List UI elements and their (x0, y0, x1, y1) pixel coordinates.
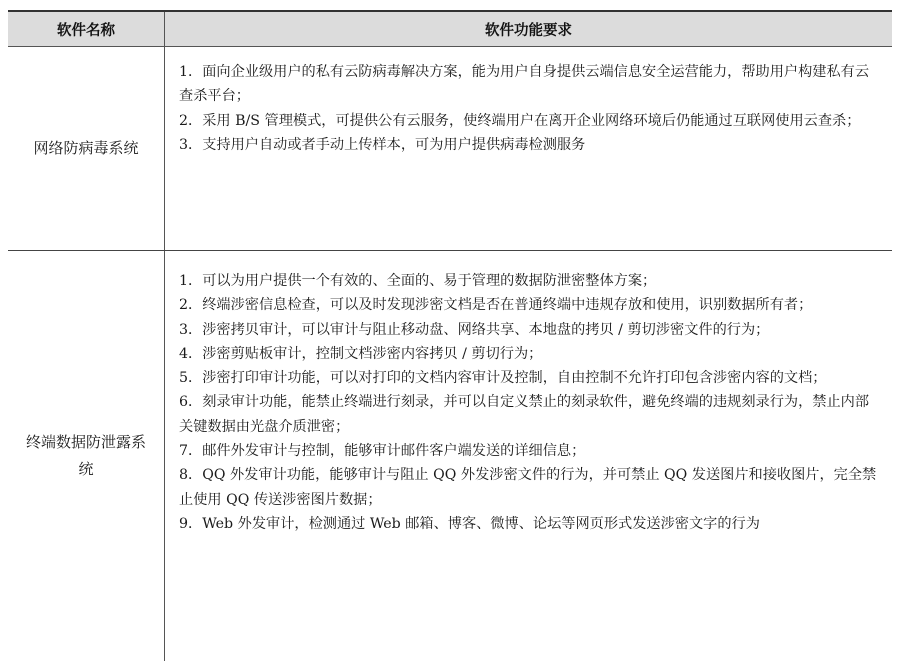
table-row (8, 47, 892, 251)
requirement-item: 3．支持用户自动或者手动上传样本，可为用户提供病毒检测服务 (179, 136, 586, 153)
software-name-cell: 终端数据防泄露系统 (8, 251, 165, 661)
requirements-cell (165, 47, 892, 250)
requirement-item: 3．涉密拷贝审计，可以审计与阻止移动盘、网络共享、本地盘的拷贝 / 剪切涉密文件的行为； (179, 321, 770, 338)
requirement-item: 7．邮件外发审计与控制，能够审计邮件客户端发送的详细信息； (179, 443, 586, 460)
software-name-cell: 网络防病毒系统 (8, 47, 165, 250)
requirement-item: 6．刻录审计功能，能禁止终端进行刻录，并可以自定义禁止的刻录软件，避免终端的违规刻录行为，禁止内部关键数据由光盘介质泄密； (179, 394, 870, 435)
requirements-cell (165, 251, 892, 661)
requirements-list (165, 269, 892, 536)
requirement-item: 4．涉密剪贴板审计，控制文档涉密内容拷贝 / 剪切行为； (179, 345, 543, 362)
software-requirements-table (8, 10, 892, 661)
requirement-item: 2．采用 B/S 管理模式，可提供公有云服务，使终端用户在离开企业网络环境后仍能通过互联网使用云查杀； (179, 112, 861, 129)
requirement-item: 9．Web 外发审计，检测通过 Web 邮箱、博客、微博、论坛等网页形式发送涉密文字的行为 (179, 515, 760, 532)
header-software-requirements: 软件功能要求 (485, 22, 572, 39)
table-header-row (8, 12, 892, 47)
requirement-item: 1．面向企业级用户的私有云防病毒解决方案，能为用户自身提供云端信息安全运营能力，帮助用户构建私有云查杀平台； (179, 64, 870, 105)
header-software-name: 软件名称 (8, 12, 165, 46)
requirement-item: 1．可以为用户提供一个有效的、全面的、易于管理的数据防泄密整体方案； (179, 273, 657, 289)
requirements-list (165, 60, 892, 157)
requirement-item: 8．QQ 外发审计功能，能够审计与阻止 QQ 外发涉密文件的行为，并可禁止 QQ 发送图片和接收图片，完全禁止使用 QQ 传送涉密图片数据； (179, 467, 877, 508)
requirement-item: 5．涉密打印审计功能，可以对打印的文档内容审计及控制，自由控制不允许打印包含涉密内容的文档； (179, 370, 827, 387)
table-row (8, 251, 892, 661)
requirement-item: 2．终端涉密信息检查，可以及时发现涉密文档是否在普通终端中违规存放和使用，识别数据所有者； (179, 297, 813, 314)
